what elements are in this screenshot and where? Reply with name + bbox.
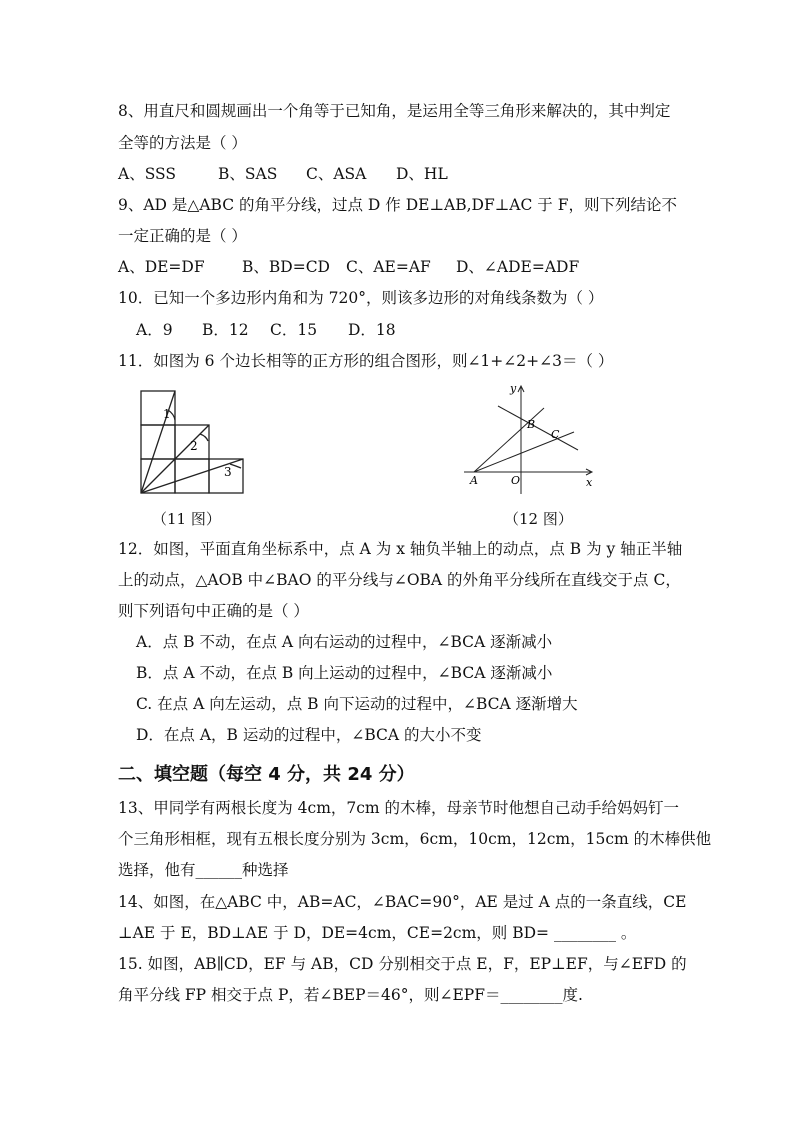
- q12-option-d: D．在点 A，B 运动的过程中，∠BCA 的大小不变: [136, 726, 482, 744]
- q9-option-b: B、BD=CD: [242, 258, 330, 276]
- q8-option-d: D、HL: [396, 165, 448, 183]
- figure-12-point-b: B: [527, 418, 536, 431]
- q10-option-a: A．9: [136, 321, 173, 339]
- q12-option-a: A．点 B 不动，在点 A 向右运动的过程中，∠BCA 逐渐减小: [136, 633, 553, 651]
- q13-stem-line2: 个三角形相框，现有五根长度分别为 3cm，6cm，10cm，12cm，15cm 的木棒供他: [118, 830, 712, 848]
- q9-option-a: A、DE=DF: [118, 258, 205, 276]
- q14-stem-line2: ⊥AE 于 E，BD⊥AE 于 D，DE=4cm，CE=2cm，则 BD= ________ 。: [118, 924, 637, 942]
- figure-12-point-c: C: [551, 428, 560, 441]
- q8-option-a: A、SSS: [118, 165, 177, 183]
- q9-stem-line2: 一定正确的是（ ）: [118, 227, 247, 245]
- q10-option-b: B．12: [202, 321, 249, 339]
- q11-stem: 11．如图为 6 个边长相等的正方形的组合图形，则∠1+∠2+∠3＝（ ）: [118, 352, 614, 370]
- q15-stem-line1: 15. 如图，AB∥CD，EF 与 AB，CD 分别相交于点 E，F，EP⊥EF，与∠EFD 的: [118, 955, 687, 973]
- q13-stem-line1: 13、甲同学有两根长度为 4cm，7cm 的木棒，母亲节时他想自己动手给妈妈钉一: [118, 799, 680, 817]
- q10-options: [136, 319, 396, 341]
- q15-stem-line2: 角平分线 FP 相交于点 P，若∠BEP＝46°，则∠EPF＝________度.: [118, 986, 583, 1004]
- q10-option-c: C．15: [270, 321, 318, 339]
- q13-stem-line3: 选择，他有______种选择: [118, 861, 289, 879]
- q8-option-b: B、SAS: [218, 165, 278, 183]
- figure-12-x-label: x: [586, 476, 593, 489]
- figure-12-caption: （12 图）: [504, 510, 573, 528]
- figure-11-label-3: 3: [224, 465, 232, 479]
- q10-option-d: D．18: [348, 321, 396, 339]
- section-2-heading: 二、填空题（每空 4 分，共 24 分）: [118, 764, 415, 785]
- q12-stem-line1: 12．如图，平面直角坐标系中，点 A 为 x 轴负半轴上的动点，点 B 为 y 轴正半轴: [118, 540, 683, 558]
- figure-12-point-o: O: [511, 474, 521, 487]
- q14-stem-line1: 14、如图，在△ABC 中，AB=AC，∠BAC=90°，AE 是过 A 点的一条直线，CE: [118, 893, 687, 911]
- q8-stem-line2: 全等的方法是（ ）: [118, 134, 247, 152]
- q9-stem-line1: 9、AD 是△ABC 的角平分线，过点 D 作 DE⊥AB,DF⊥AC 于 F，则下列结论不: [118, 196, 677, 214]
- q12-option-b: B．点 A 不动，在点 B 向上运动的过程中，∠BCA 逐渐减小: [136, 664, 553, 682]
- figure-12-y-label: y: [510, 382, 517, 395]
- q9-option-c: C、AE=AF: [346, 258, 431, 276]
- q9-options: [118, 256, 579, 278]
- q8-stem-line1: 8、用直尺和圆规画出一个角等于已知角，是运用全等三角形来解决的，其中判定: [118, 102, 671, 120]
- figure-11-caption: （11 图）: [152, 510, 221, 528]
- q9-option-d: D、∠ADE=ADF: [456, 258, 580, 276]
- figure-12-point-a: A: [470, 474, 478, 487]
- figure-11: [138, 388, 254, 494]
- q8-options: [118, 163, 448, 185]
- q8-option-c: C、ASA: [306, 165, 367, 183]
- q10-stem: 10．已知一个多边形内角和为 720°，则该多边形的对角线条数为（ ）: [118, 289, 604, 307]
- q12-stem-line2: 上的动点，△AOB 中∠BAO 的平分线与∠OBA 的外角平分线所在直线交于点 C，: [118, 571, 681, 589]
- figure-12: [460, 378, 600, 494]
- figure-11-label-2: 2: [190, 439, 198, 453]
- q12-option-c: C. 在点 A 向左运动，点 B 向下运动的过程中，∠BCA 逐渐增大: [136, 695, 578, 713]
- q12-stem-line3: 则下列语句中正确的是（ ）: [118, 602, 309, 620]
- figure-11-label-1: 1: [163, 407, 171, 421]
